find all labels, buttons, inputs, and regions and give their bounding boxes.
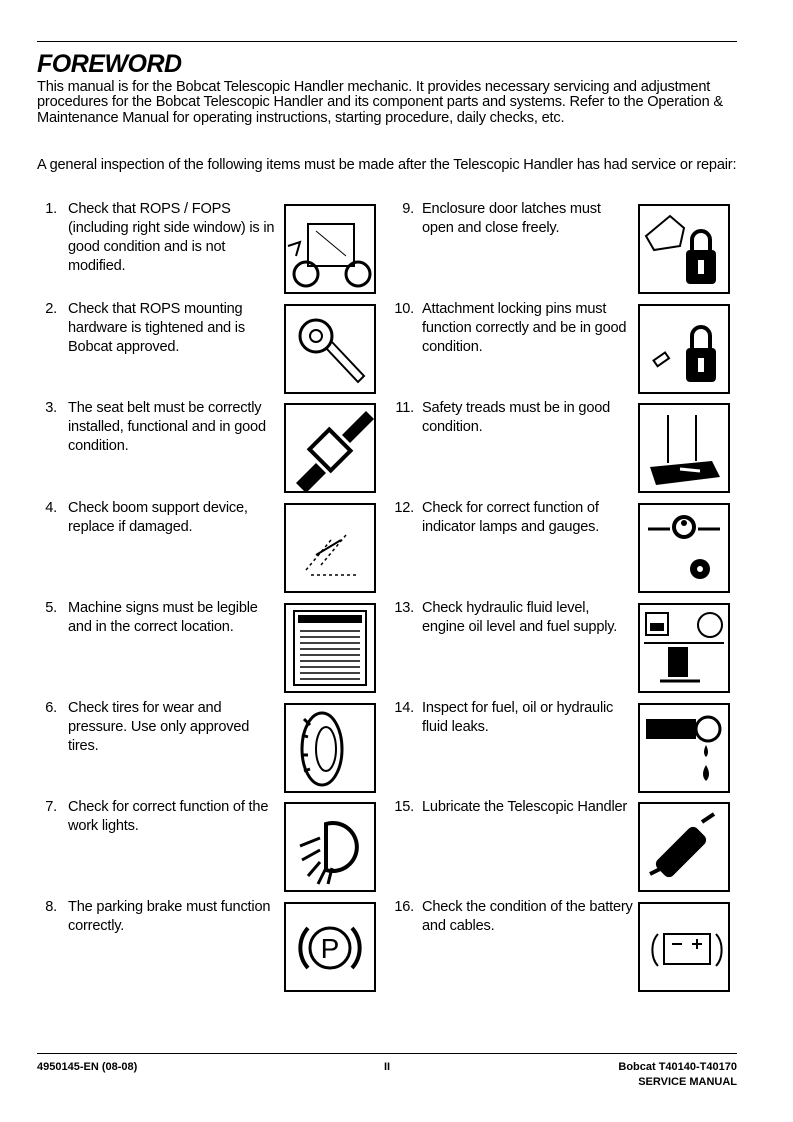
item-number: 12. [394,500,414,517]
item-number: 16. [394,898,414,915]
item-number: 8. [45,898,57,915]
wrench-icon [284,304,376,394]
fluid-level-icon [638,603,730,693]
seat-belt-icon [284,403,376,493]
item-text: Safety treads must be in good condition. [422,400,611,436]
work-light-icon [284,802,376,892]
item-text: Check for correct function of indicator lamps and gauges. [422,500,600,536]
item-number: 3. [45,400,57,417]
item-text: Check that ROPS / FOPS (including right side window) is in good condition and is not modified. [68,201,275,274]
safety-tread-icon [638,403,730,493]
indicator-lamp-icon [638,503,730,593]
item-number: 9. [402,201,414,217]
item-text: Check boom support device, replace if damaged. [68,500,248,536]
item-text: Inspect for fuel, oil or hydraulic fluid leaks. [422,699,614,735]
intro-paragraph: This manual is for the Bobcat Telescopic Handler mechanic. It provides necessary servicing and adjustment procedures for the Bobcat Telescopic Handler and its component parts and systems. Refer to the Operation & Maintenance Manual for operating instructions, starting procedure, daily checks, etc. [37,79,723,126]
item-text: The seat belt must be correctly installed, functional and in good condition. [68,400,266,455]
item-text: Check tires for wear and pressure. Use only approved tires. [68,699,250,754]
door-latch-lock-icon [638,204,730,294]
item-text: Lubricate the Telescopic Handler [422,799,628,816]
item-number: 2. [45,300,57,317]
boom-support-icon [284,503,376,593]
item-text: Machine signs must be legible and in the correct location. [68,599,258,635]
locking-pin-icon [638,304,730,394]
page-title: FOREWORD [37,50,182,78]
svg-text:P: P [320,932,340,964]
item-number: 6. [45,699,57,716]
footer-model: Bobcat T40140-T40170 [618,1061,737,1073]
top-rule [37,41,737,42]
rops-cab-icon [284,204,376,294]
item-text: Check that ROPS mounting hardware is tightened and is Bobcat approved. [68,300,245,355]
item-number: 4. [45,500,57,517]
item-number: 15. [394,799,414,816]
item-number: 1. [45,201,57,217]
footer-doc-number: 4950145-EN (08-08) [37,1061,138,1073]
item-number: 11. [395,400,414,417]
item-number: 5. [45,599,57,616]
tire-icon [284,703,376,793]
battery-icon [638,902,730,992]
item-number: 7. [45,799,57,816]
parking-brake-icon [284,902,376,992]
item-text: Enclosure door latches must open and close freely. [422,201,601,236]
item-number: 13. [394,599,414,616]
inspection-intro: A general inspection of the following items must be made after the Telescopic Handler has had service or repair: [37,157,737,173]
item-number: 10. [394,300,414,317]
item-text: Check for correct function of the work lights. [68,799,269,835]
item-text: Check the condition of the battery and cables. [422,898,633,934]
fluid-leak-icon [638,703,730,793]
item-text: Check hydraulic fluid level, engine oil level and fuel supply. [422,599,618,635]
item-text: The parking brake must function correctly. [68,898,271,934]
footer-page-number: II [384,1061,391,1073]
footer-rule [37,1053,737,1054]
item-number: 14. [394,699,414,716]
item-text: Attachment locking pins must function correctly and be in good condition. [422,300,627,355]
warning-sign-icon [284,603,376,693]
footer-manual-type: SERVICE MANUAL [638,1076,737,1088]
grease-gun-icon [638,802,730,892]
